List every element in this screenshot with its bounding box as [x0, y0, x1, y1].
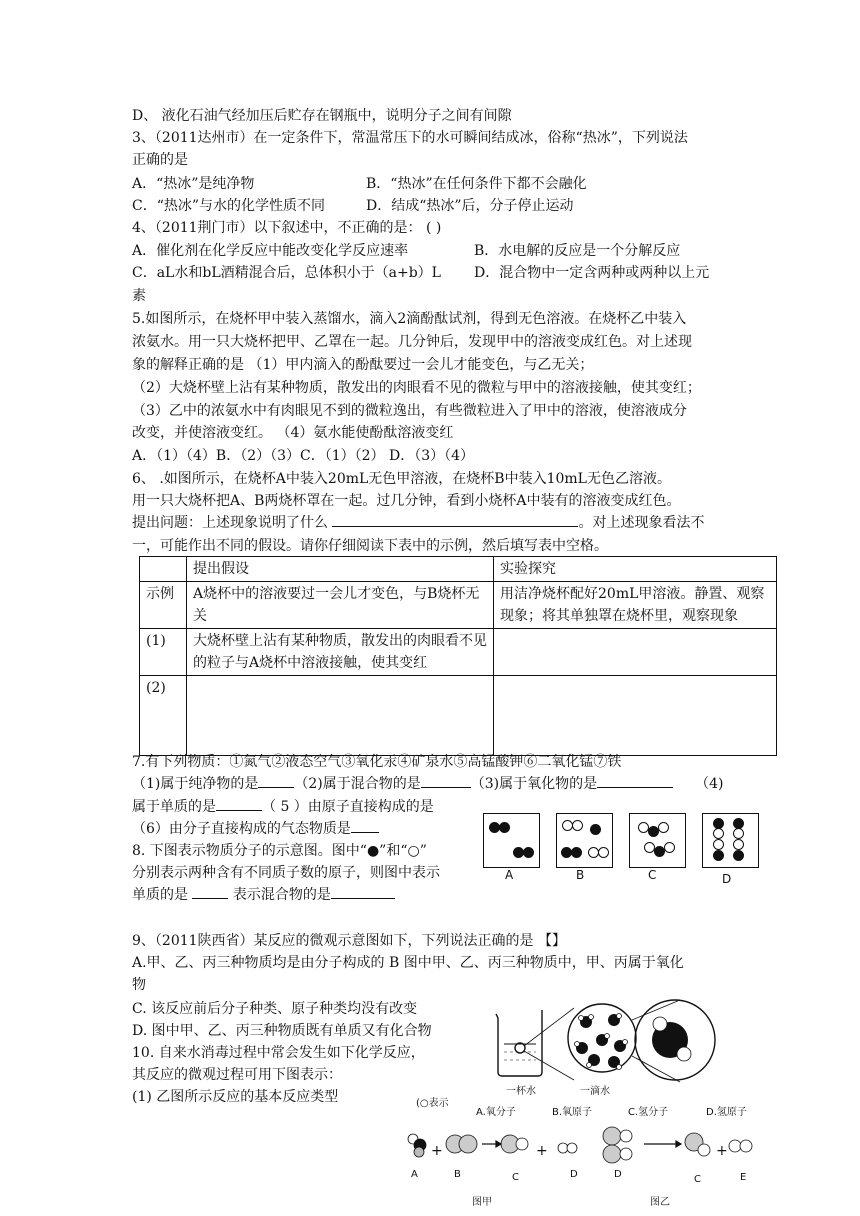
answer-blank — [332, 512, 578, 527]
table-corner — [140, 557, 187, 582]
figure-caption-left: 图甲 — [472, 1197, 492, 1208]
q2-option-d: D、 液化石油气经加压后贮存在钢瓶中，说明分子之间有间隙 — [132, 108, 512, 124]
q10-sub-1: (1) 乙图所示反应的基本反应类型 — [132, 1089, 339, 1105]
reaction-letter: D — [614, 1169, 622, 1180]
molecule-box-d — [702, 813, 759, 868]
q4-option-c: C．aL水和bL酒精混合后，总体积小于（a+b）L — [132, 265, 441, 281]
reaction-legend-prefix: (○表示 — [416, 1098, 449, 1109]
q8-stem-1: 8. 下图表示物质分子的示意图。图中“●”和“○” — [132, 843, 427, 859]
q8-stem-3: 单质的是 表示混合物的是 — [132, 884, 395, 906]
q5-stem-5: （3）乙中的浓氨水中有肉眼见不到的微粒逸出，有些微粒进入了甲中的溶液，使溶液成分 — [132, 403, 687, 419]
q5-stem-1: 5.如图所示，在烧杯甲中装入蒸馏水，滴入2滴酚酞试剂，得到无色溶液。在烧杯乙中装入 — [132, 311, 687, 327]
answer-blank — [597, 773, 673, 788]
q9-option-c: C. 该反应前后分子种类、原子种类均没有改变 — [132, 1001, 418, 1017]
q8-stem-2: 分别表示两种含有不同质子数的原子，则图中表示 — [132, 865, 440, 881]
reaction-letter: C — [694, 1174, 701, 1185]
q6-stem-4: 一，可能作出不同的假设。请你仔细阅读下表中的示例，然后填写表中空格。 — [132, 538, 608, 554]
figure-caption-right: 图乙 — [650, 1197, 670, 1208]
legend-item-oxygen-atom: B.氧原子 — [552, 1107, 593, 1118]
hypothesis-table — [139, 556, 777, 756]
table-header-experiment: 实验探究 — [494, 557, 777, 582]
q4-option-d-cont: 素 — [132, 288, 146, 304]
q3-stem-cont: 正确的是 — [132, 152, 188, 168]
q9-stem: 9、（2011陕西省）某反应的微观示意图如下，下列说法正确的是 【】 — [132, 933, 566, 949]
table-cell-experiment[interactable] — [494, 629, 777, 676]
molecule-box-a — [483, 813, 540, 868]
q7-line-3: （6）由分子直接构成的气态物质是 — [132, 818, 379, 840]
svg-text:+: + — [536, 1143, 548, 1159]
reaction-letter: E — [740, 1172, 747, 1183]
legend-item-oxygen-molecule: A.氧分子 — [476, 1107, 516, 1118]
answer-blank — [351, 818, 379, 833]
molecule-label-a: A — [505, 868, 514, 882]
table-cell-hypothesis: A烧杯中的溶液要过一会儿才变色，与B烧杯无关 — [187, 582, 494, 629]
q4-stem: 4、（2011荆门市）以下叙述中，不正确的是： ( ) — [132, 220, 442, 236]
q3-option-d: D．结成“热冰”后，分子停止运动 — [366, 198, 574, 214]
q7-stem: 7.有下列物质：①氮气②液态空气③氧化汞④矿泉水⑤高锰酸钾⑥二氧化锰⑦铁 — [132, 754, 622, 770]
reaction-letter: D — [570, 1169, 578, 1180]
answer-blank — [258, 773, 294, 788]
q9-option-b-cont: 物 — [132, 977, 146, 993]
q9-option-d: D. 图中甲、乙、丙三种物质既有单质又有化合物 — [132, 1023, 432, 1039]
q4-option-a: A．催化剂在化学反应中能改变化学反应速率 — [132, 243, 409, 259]
q3-option-c: C．“热冰”与水的化学性质不同 — [132, 198, 326, 214]
q9-option-ab: A.甲、乙、丙三种物质均是由分子构成的 B 图中甲、乙、丙三种物质中，甲、丙属于氧化 — [132, 955, 684, 971]
q6-stem-1: 6、 .如图所示，在烧杯A中装入20mL无色甲溶液，在烧杯B中装入10mL无色乙溶液。 — [132, 471, 671, 487]
q5-options: A．（1）（4）B．（2）（3）C．（1）（2） D．（3）（4） — [132, 448, 475, 464]
molecule-label-b: B — [576, 868, 585, 882]
table-cell-experiment: 用洁净烧杯配好20mL甲溶液。静置、观察现象；将其单独罩在烧杯里，观察现象 — [494, 582, 777, 629]
molecule-label-c: C — [648, 868, 657, 882]
answer-blank — [421, 773, 471, 788]
q5-stem-6: 改变，并使溶液变红。 （4）氨水能使酚酞溶液变红 — [132, 425, 454, 441]
q10-stem-2: 其反应的微观过程可用下图表示： — [132, 1067, 342, 1083]
table-cell-hypothesis[interactable] — [187, 676, 494, 756]
svg-text:+: + — [716, 1143, 728, 1159]
q6-stem-2: 用一只大烧杯把A、B两烧杯罩在一起。过几分钟，看到小烧杯A中装有的溶液变成红色。 — [132, 493, 681, 509]
table-cell-hypothesis: 大烧杯壁上沾有某种物质，散发出的肉眼看不见的粒子与A烧杯中溶液接触，使其变红 — [187, 629, 494, 676]
water-molecule-illustration — [490, 996, 740, 1092]
q4-option-b: B．水电解的反应是一个分解反应 — [474, 243, 681, 259]
q6-stem-3: 提出问题：上述现象说明了什么 。对上述现象看法不 — [132, 512, 704, 534]
q5-stem-2: 浓氨水。用一只大烧杯把甲、乙罩在一起。几分钟后，发现甲中的溶液变成红色。对上述现 — [132, 334, 692, 350]
legend-item-hydrogen-molecule: C.氢分子 — [628, 1107, 669, 1118]
table-row-label: (1) — [140, 629, 187, 676]
molecule-label-d: D — [722, 872, 732, 886]
answer-blank — [216, 796, 262, 811]
q10-stem-1: 10. 自来水消毒过程中常会发生如下化学反应， — [132, 1045, 425, 1061]
drop-label: 一滴水 — [580, 1086, 610, 1097]
molecule-box-b — [556, 813, 613, 868]
table-cell-experiment[interactable] — [494, 676, 777, 756]
table-row-label: 示例 — [140, 582, 187, 629]
q7-line-2: 属于单质的是 （ 5 ）由原子直接构成的是 — [132, 796, 434, 818]
legend-item-hydrogen-atom: D.氢原子 — [706, 1107, 747, 1118]
q3-stem: 3、（2011达州市）在一定条件下，常温常压下的水可瞬间结成冰，俗称“热冰”，下列说法 — [132, 130, 688, 146]
q7-line-1: （1)属于纯净物的是 （2)属于混合物的是 （3)属于氧化物的是 （4) — [132, 773, 724, 795]
table-header-hypothesis: 提出假设 — [187, 557, 494, 582]
molecule-box-c — [629, 813, 686, 868]
reaction-letter: A — [411, 1169, 418, 1180]
q4-option-d: D．混合物中一定含两种或两种以上元 — [474, 265, 710, 281]
answer-blank — [192, 884, 228, 899]
cup-label: 一杯水 — [506, 1086, 536, 1097]
svg-text:+: + — [431, 1143, 443, 1159]
q5-stem-3: 象的解释正确的是 （1）甲内滴入的酚酞要过一会儿才能变色，与乙无关； — [132, 357, 594, 373]
q5-stem-4: （2）大烧杯壁上沾有某种物质，散发出的肉眼看不见的微粒与甲中的溶液接触，使其变红； — [132, 380, 701, 396]
q3-option-a: A．“热冰”是纯净物 — [132, 176, 255, 192]
reaction-letter: C — [512, 1172, 519, 1183]
reaction-letter: B — [454, 1169, 461, 1180]
table-row-label: (2) — [140, 676, 187, 756]
q3-option-b: B．“热冰”在任何条件下都不会融化 — [366, 176, 587, 192]
answer-blank — [331, 884, 395, 899]
